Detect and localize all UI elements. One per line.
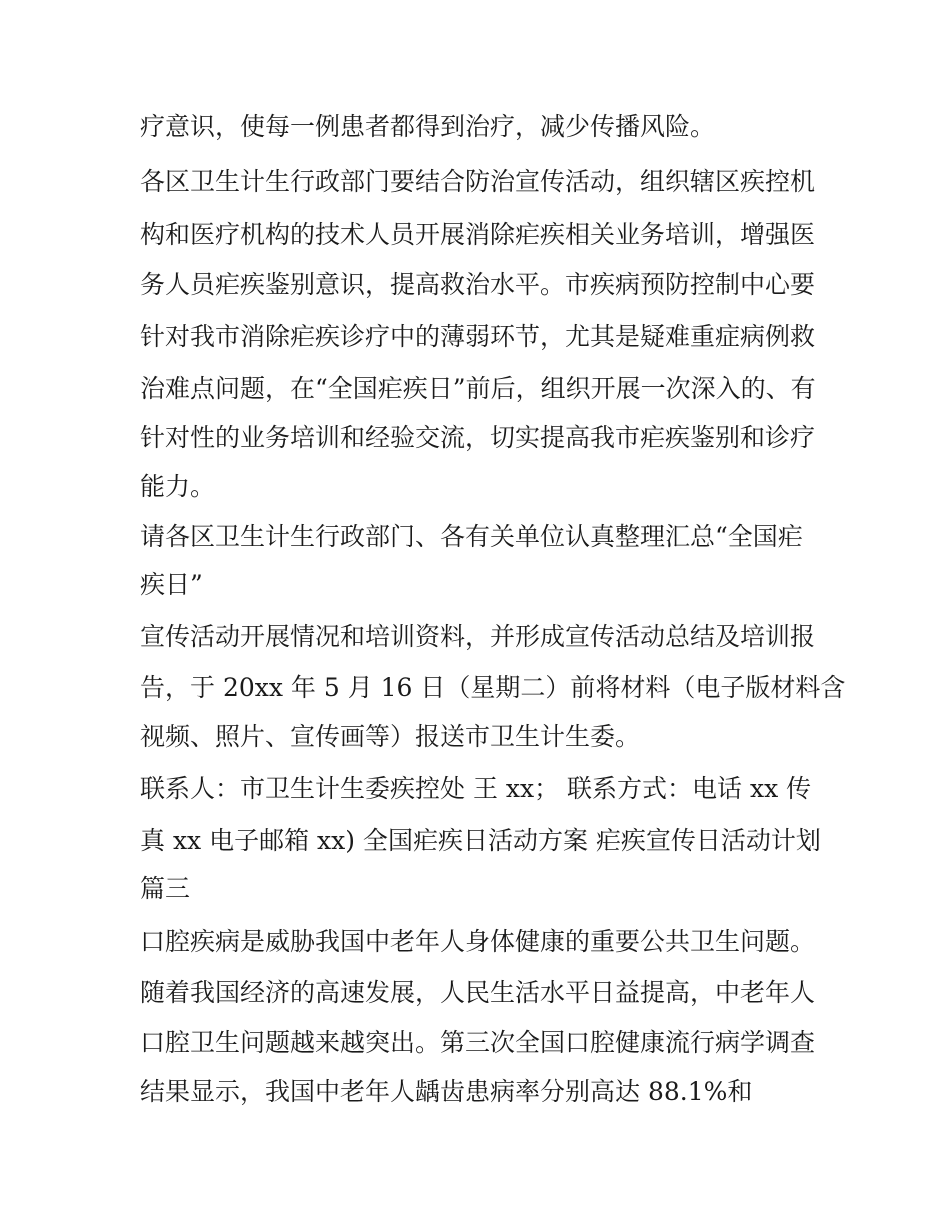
text-line: 疗意识，使每一例患者都得到治疗，减少传播风险。 xyxy=(140,112,716,141)
text-line: 能力。 xyxy=(140,472,216,501)
text-line: 联系人：市卫生计生委疾控处 王 xx； 联系方式：电话 xx 传 xyxy=(140,774,812,803)
text-line: 各区卫生计生行政部门要结合防治宣传活动，组织辖区疾控机 xyxy=(140,167,816,196)
text-line: 针对我市消除疟疾诊疗中的薄弱环节，尤其是疑难重症病例救 xyxy=(140,322,816,351)
text-line: 随着我国经济的高速发展，人民生活水平日益提高，中老年人 xyxy=(140,978,816,1007)
text-line: 真 xx 电子邮箱 xx) 全国疟疾日活动方案 疟疾宣传日活动计划 xyxy=(140,826,821,855)
text-line: 告，于 20xx 年 5 月 16 日（星期二）前将材料（电子版材料含 xyxy=(140,673,846,702)
text-line: 治难点问题，在“全国疟疾日”前后，组织开展一次深入的、有 xyxy=(140,374,816,403)
text-line: 构和医疗机构的技术人员开展消除疟疾相关业务培训，增强医 xyxy=(140,220,816,249)
text-line: 针对性的业务培训和经验交流，切实提高我市疟疾鉴别和诊疗 xyxy=(140,423,816,452)
text-line: 宣传活动开展情况和培训资料，并形成宣传活动总结及培训报 xyxy=(140,622,816,651)
section-heading: 篇三 xyxy=(140,874,191,903)
text-line: 口腔卫生问题越来越突出。第三次全国口腔健康流行病学调查 xyxy=(140,1028,816,1057)
text-line: 口腔疾病是威胁我国中老年人身体健康的重要公共卫生问题。 xyxy=(140,927,816,956)
text-line: 务人员疟疾鉴别意识，提高救治水平。市疾病预防控制中心要 xyxy=(140,270,816,299)
text-line: 视频、照片、宣传画等）报送市卫生计生委。 xyxy=(140,722,641,751)
text-line: 疾日” xyxy=(140,570,203,599)
text-line: 请各区卫生计生行政部门、各有关单位认真整理汇总“全国疟 xyxy=(140,522,803,551)
text-line: 结果显示，我国中老年人龋齿患病率分别高达 88.1%和 xyxy=(140,1077,753,1106)
